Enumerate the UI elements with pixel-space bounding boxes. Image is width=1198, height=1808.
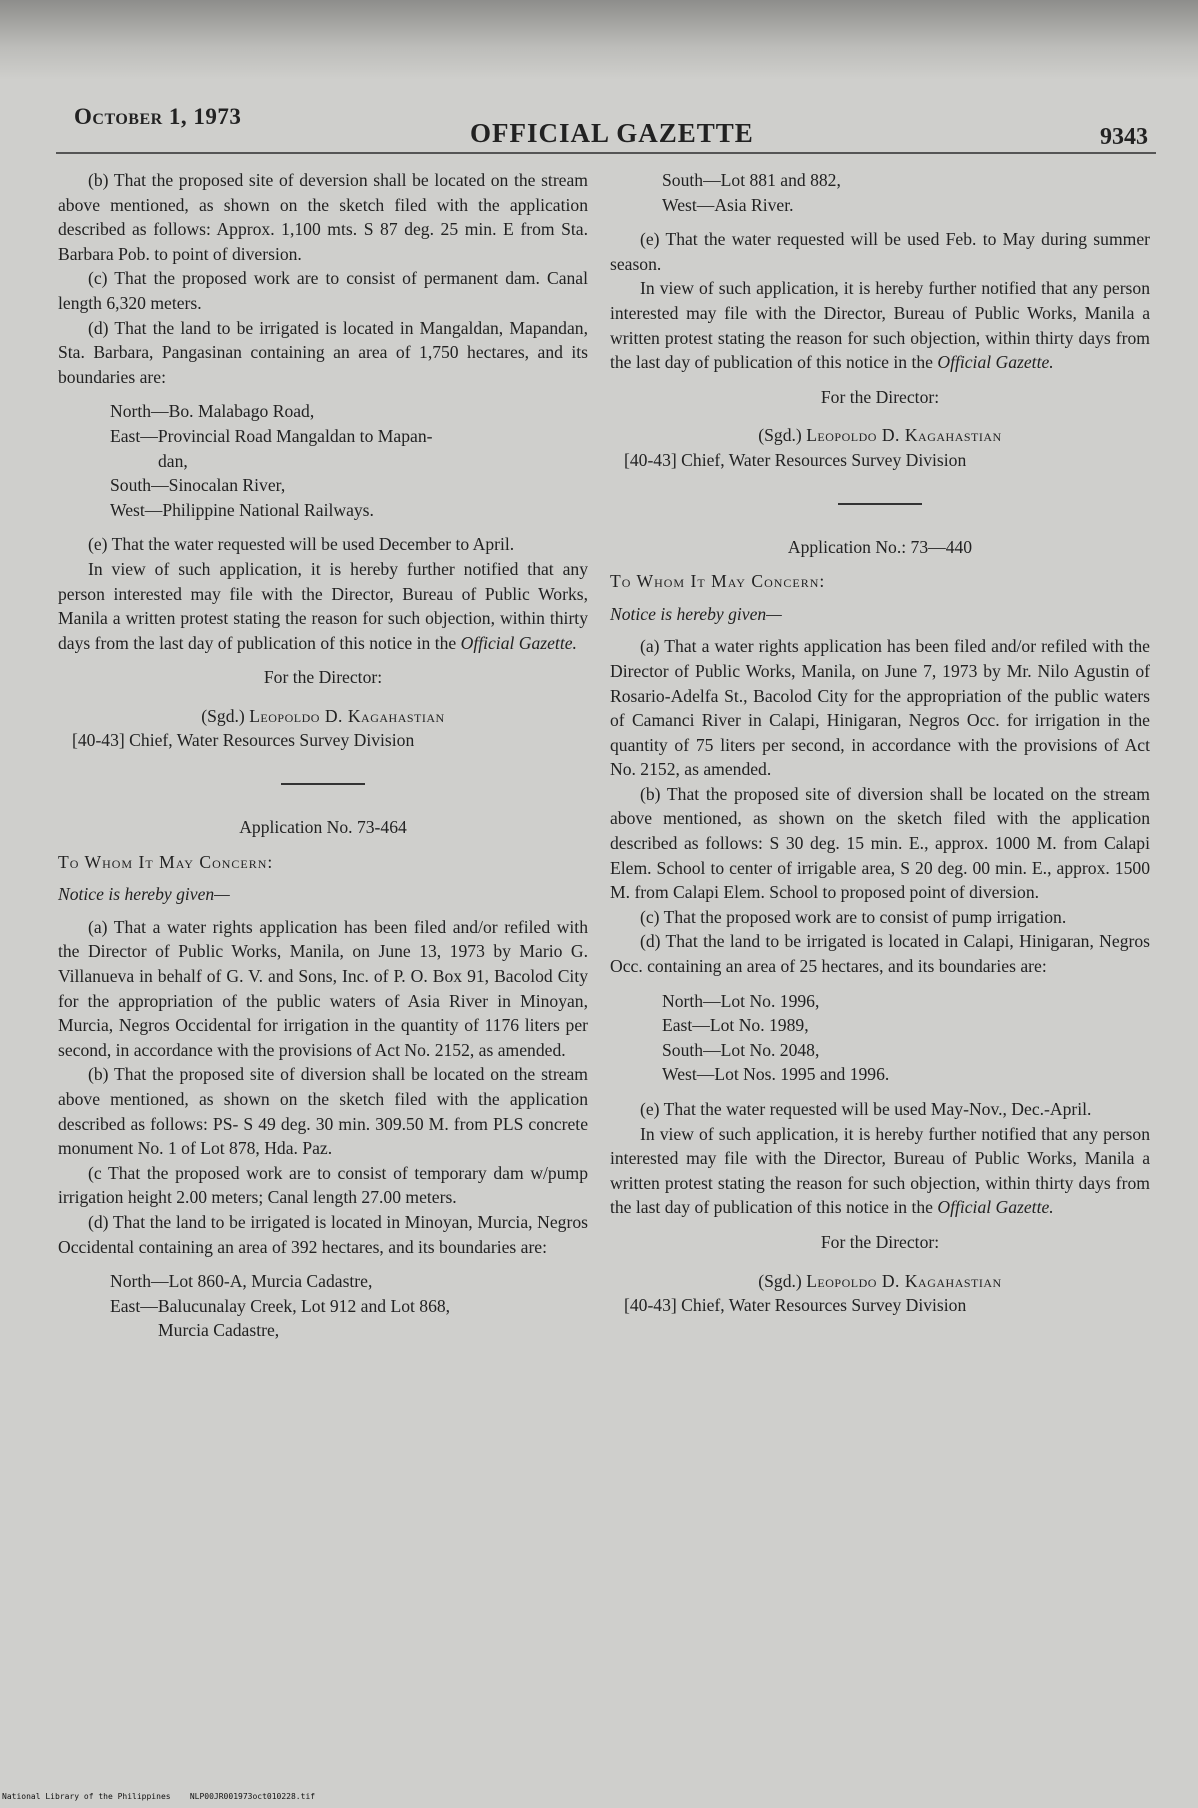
notice-text: In view of such application, it is hereby further notified that any person interested may file with the Director, Bureau of Public Works, Manila a written protest stating the reason for such objection, within thirty days from the last day of publication of this notice in the	[58, 558, 588, 653]
paragraph-c: (c That the proposed work are to consist of temporary dam w/pump irrigation height 2.00 meters; Canal length 27.00 meters.	[58, 1162, 588, 1208]
signature-line	[610, 1269, 1150, 1294]
boundary-west: West—Asia River.	[662, 194, 794, 215]
boundary-east-cont: dan,	[158, 450, 188, 471]
reference-code: [40-43]	[624, 449, 677, 470]
boundary-west: West—Philippine National Railways.	[110, 499, 374, 520]
signatory-name: Leopoldo D. Kagahastian	[806, 425, 1002, 446]
header-title: OFFICIAL GAZETTE	[470, 118, 754, 148]
signatory-title-line	[610, 448, 1150, 473]
notice-paragraph	[58, 557, 588, 655]
gazette-name: Official Gazette.	[937, 1197, 1054, 1218]
section-divider	[838, 503, 922, 505]
for-director: For the Director:	[820, 1231, 940, 1252]
signatory-title: Chief, Water Resources Survey Division	[681, 449, 967, 470]
gazette-name: Official Gazette.	[937, 352, 1054, 373]
paragraph-d: (d) That the land to be irrigated is located in Minoyan, Murcia, Negros Occidental containing an area of 392 hectares, and its boundaries are:	[58, 1211, 588, 1257]
scan-footer	[2, 1792, 315, 1801]
signatory-name: Leopoldo D. Kagahastian	[806, 1270, 1002, 1291]
boundary-east: East—Balucunalay Creek, Lot 912 and Lot 868,	[110, 1295, 451, 1316]
salutation: To Whom It May Concern:	[610, 571, 826, 592]
boundary-south: South—Lot 881 and 882,	[662, 170, 841, 190]
header-date: October 1, 1973	[74, 104, 242, 129]
paragraph-a: (a) That a water rights application has been filed and/or refiled with the Director of Public Works, Manila, on June 13, 1973 by Mario G. Villanueva in behalf of G. V. and Sons, Inc. of P. O. Box 91, Bacolod City for the appropriation of the public waters of Asia River in Minoyan, Murcia, Negros Occidental for irrigation in the quantity of 1176 liters per second, in accordance with the provisions of Act No. 2152, as amended.	[58, 916, 588, 1060]
application-title: Application No.: 73—440	[787, 536, 973, 557]
notice-given: Notice is hereby given—	[58, 884, 230, 905]
right-column	[610, 168, 1150, 1318]
left-column	[58, 168, 588, 1353]
notice-text: In view of such application, it is hereby further notified that any person interested may file with the Director, Bureau of Public Works, Manila a written protest stating the reason for such objection, within thirty days from the last day of publication of this notice in the	[610, 278, 1150, 373]
signature-line	[58, 704, 588, 729]
boundary-east: East—Provincial Road Mangaldan to Mapan-	[110, 425, 433, 446]
signatory-title-line	[58, 728, 588, 753]
reference-code: [40-43]	[624, 1295, 677, 1316]
for-director: For the Director:	[263, 667, 383, 688]
notice-given: Notice is hereby given—	[610, 603, 782, 624]
paragraph-d: (d) That the land to be irrigated is located in Mangaldan, Mapandan, Sta. Barbara, Pangasinan containing an area of 1,750 hectares, and its boundaries are:	[58, 317, 588, 387]
section-divider	[281, 783, 365, 785]
paragraph-b: (b) That the proposed site of diversion shall be located on the stream above mentioned, as shown on the sketch filed with the application described as follows: S 30 deg. 15 min. E., approx. 1000 M. from Calapi Elem. School to center of irrigable area, S 20 deg. 00 min. E., approx. 1500 M. from Calapi Elem. School to proposed point of diversion.	[610, 783, 1150, 903]
boundary-east: East—Lot No. 1989,	[662, 1015, 809, 1036]
paragraph-b: (b) That the proposed site of diversion shall be located on the stream above mentioned, as shown on the sketch filed with the application described as follows: PS- S 49 deg. 30 min. 309.50 M. from PLS concrete monument No. 1 of Lot 878, Hda. Paz.	[58, 1064, 588, 1159]
notice-paragraph	[610, 276, 1150, 374]
header-rule	[56, 152, 1156, 154]
boundary-east-cont: Murcia Cadastre,	[158, 1320, 280, 1341]
boundaries-list	[110, 399, 588, 522]
paragraph-c: (c) That the proposed work are to consist of pump irrigation.	[640, 906, 1067, 927]
notice-text: In view of such application, it is hereby further notified that any person interested may file with the Director, Bureau of Public Works, Manila a written protest stating the reason for such objection, within thirty days from the last day of publication of this notice in the	[610, 1123, 1150, 1218]
footer-library: National Library of the Philippines	[2, 1792, 171, 1801]
signatory-title: Chief, Water Resources Survey Division	[129, 730, 415, 751]
signatory-title: Chief, Water Resources Survey Division	[681, 1295, 967, 1316]
gazette-name: Official Gazette.	[460, 632, 577, 653]
application-title: Application No. 73-464	[239, 817, 407, 838]
for-director: For the Director:	[820, 386, 940, 407]
sgd-label: (Sgd.)	[758, 425, 802, 446]
boundary-west: West—Lot Nos. 1995 and 1996.	[662, 1064, 890, 1085]
signatory-name: Leopoldo D. Kagahastian	[249, 705, 445, 726]
boundary-south: South—Lot No. 2048,	[662, 1039, 820, 1060]
boundaries-list	[662, 989, 1150, 1087]
paragraph-c: (c) That the proposed work are to consist of permanent dam. Canal length 6,320 meters.	[58, 268, 588, 313]
reference-code: [40-43]	[72, 730, 125, 751]
paragraph-b: (b) That the proposed site of deversion shall be located on the stream above mentioned, as shown on the sketch filed with the application described as follows: Approx. 1,100 mts. S 87 deg. 25 min. E from Sta. Barbara Pob. to point of diversion.	[58, 170, 588, 264]
signatory-title-line	[610, 1293, 1150, 1318]
boundary-north: North—Bo. Malabago Road,	[110, 401, 315, 422]
notice-paragraph	[610, 1122, 1150, 1220]
paragraph-a: (a) That a water rights application has been filed and/or refiled with the Director of Public Works, Manila, on June 7, 1973 by Mr. Nilo Agustin of Rosario-Adelfa St., Bacolod City for the appropriation of the public waters of Camanci River in Calapi, Hinigaran, Negros Occ. for irrigation in the quantity of 75 liters per second, in accordance with the provisions of Act No. 2152, as amended.	[610, 636, 1150, 780]
boundaries-list	[110, 1269, 588, 1343]
boundary-south: South—Sinocalan River,	[110, 475, 286, 496]
paragraph-e: (e) That the water requested will be used Feb. to May during summer season.	[610, 229, 1150, 274]
sgd-label: (Sgd.)	[201, 705, 245, 726]
salutation: To Whom It May Concern:	[58, 851, 274, 872]
header-page-number: 9343	[1100, 124, 1148, 150]
boundaries-list-cont	[662, 168, 1150, 217]
sgd-label: (Sgd.)	[758, 1270, 802, 1291]
paragraph-d: (d) That the land to be irrigated is located in Calapi, Hinigaran, Negros Occ. containing an area of 25 hectares, and its boundaries are:	[610, 931, 1150, 977]
signature-line	[610, 423, 1150, 448]
footer-filename: NLP00JR001973oct010228.tif	[189, 1792, 316, 1801]
boundary-north: North—Lot No. 1996,	[662, 990, 820, 1011]
boundary-north: North—Lot 860-A, Murcia Cadastre,	[110, 1271, 373, 1292]
paragraph-e: (e) That the water requested will be used May-Nov., Dec.-April.	[640, 1099, 1092, 1119]
paragraph-e: (e) That the water requested will be used December to April.	[88, 534, 515, 555]
